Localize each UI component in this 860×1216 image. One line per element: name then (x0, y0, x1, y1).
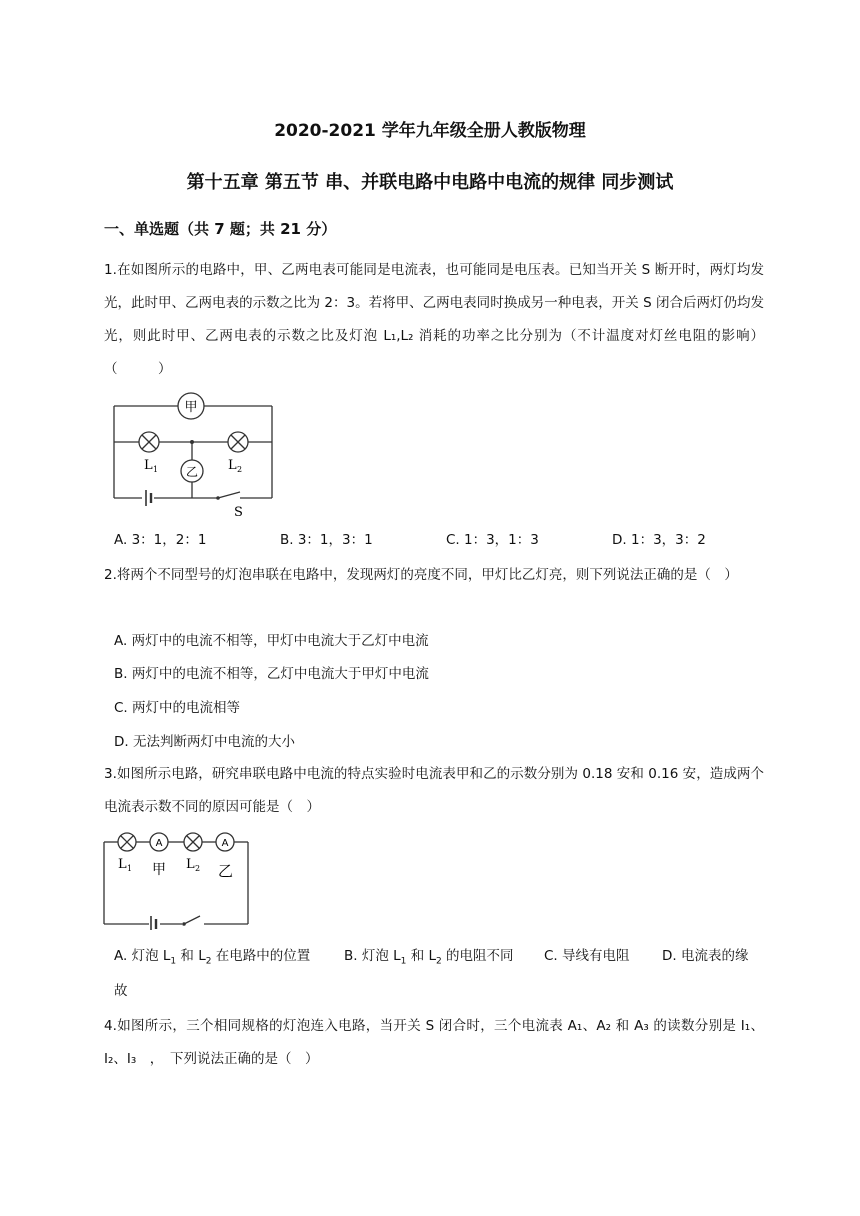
q2-option-b: B. 两灯中的电流不相等，乙灯中电流大于甲灯中电流 (114, 666, 429, 682)
question-4-text: 4.如图所示，三个相同规格的灯泡连入电路，当开关 S 闭合时，三个电流表 A₁、A₂ 和 A₃ 的读数分别是 I₁、I₂、I₃ ， 下列说法正确的是（ ） (104, 1018, 764, 1067)
question-3-text: 3.如图所示电路，研究串联电路中电流的特点实验时电流表甲和乙的示数分别为 0.18 安和 0.16 安，造成两个电流表示数不同的原因可能是（ ） (104, 766, 764, 815)
lamp1-sub: 1 (153, 465, 159, 474)
q3-option-d: D. 电流表的缘 (662, 948, 749, 964)
ammeter-2-symbol: A (221, 838, 229, 849)
question-1-text: 1.在如图所示的电路中，甲、乙两电表可能同是电流表，也可能同是电压表。已知当开关 S 断开时，两灯均发光，此时甲、乙两电表的示数之比为 2：3。若将甲、乙两电表同时换成另一种电表，开关 S 闭合后两灯仍均发光，则此时甲、乙两电表的示数之比及灯泡 L₁,L₂ 消耗的功率之比分别为（不计温度对灯丝电阻的影响）（ ） (104, 262, 764, 377)
q1-option-a: A. 3：1，2：1 (114, 532, 207, 548)
q3-lamp1-label: L (118, 857, 127, 872)
q3-lamp2-label: L (186, 857, 195, 872)
q1-option-c: C. 1：3，1：3 (446, 532, 539, 548)
q2-option-a: A. 两灯中的电流不相等，甲灯中电流大于乙灯中电流 (114, 633, 429, 649)
q2-option-c: C. 两灯中的电流相等 (114, 700, 241, 716)
meter-mid-label: 乙 (185, 465, 199, 479)
meter-top-label: 甲 (184, 400, 198, 415)
lamp2-sub: 2 (237, 465, 243, 474)
q3-option-c: C. 导线有电阻 (544, 948, 630, 964)
q2-option-d: D. 无法判断两灯中电流的大小 (114, 734, 295, 750)
q3-lamp2-sub: 2 (195, 864, 201, 873)
q1-option-d: D. 1：3，3：2 (612, 532, 706, 548)
q3-lamp1-sub: 1 (127, 864, 133, 873)
switch-label: S (234, 505, 243, 520)
q3-meter1-label: 甲 (152, 862, 166, 878)
q3-option-a: A. 灯泡 $L_1$ 和 $L_2$ 在电路中的位置 (114, 948, 311, 967)
q3-meter2-label: 乙 (218, 862, 234, 880)
lamp1-label: L (144, 458, 153, 473)
q3-option-b: B. 灯泡 $L_1$ 和 $L_2$ 的电阻不同 (344, 948, 514, 967)
question-1-circuit-figure (106, 392, 286, 522)
q3-option-d-continued: 故 (114, 983, 128, 999)
document-title: 2020-2021 学年九年级全册人教版物理 (274, 121, 586, 141)
lamp2-label: L (228, 458, 237, 473)
question-3-circuit-figure (100, 826, 256, 930)
q1-option-b: B. 3：1，3：1 (280, 532, 373, 548)
chapter-title: 第十五章 第五节 串、并联电路中电路中电流的规律 同步测试 (186, 172, 674, 193)
ammeter-1-symbol: A (155, 838, 163, 849)
question-2-text: 2.将两个不同型号的灯泡串联在电路中，发现两灯的亮度不同，甲灯比乙灯亮，则下列说法正确的是（ ） (104, 567, 738, 583)
section-heading: 一、单选题（共 7 题；共 21 分） (104, 220, 337, 238)
